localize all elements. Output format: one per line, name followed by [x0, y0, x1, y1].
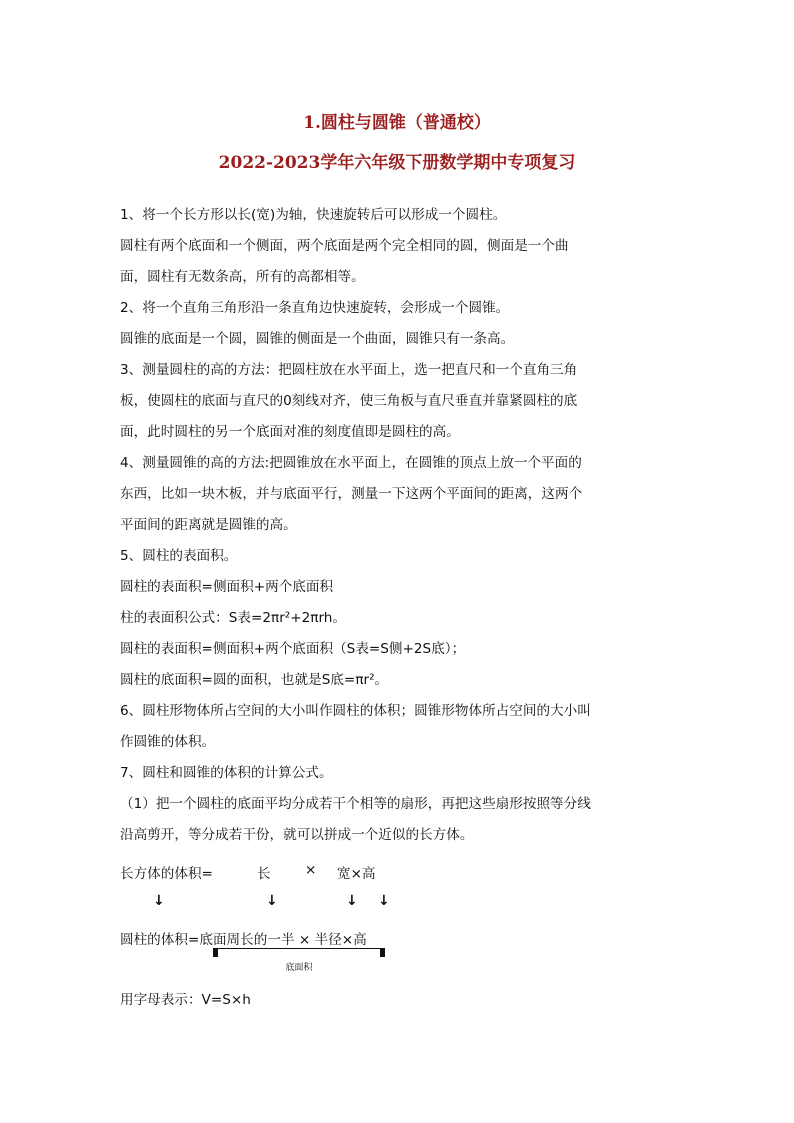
- paragraph-line: 圆锥的底面是一个圆，圆锥的侧面是一个曲面，圆锥只有一条高。: [120, 331, 515, 347]
- paragraph-line: 面，圆柱有无数条高，所有的高都相等。: [120, 269, 365, 285]
- paragraph-line: 2、将一个直角三角形沿一条直角边快速旋转，会形成一个圆锥。: [120, 300, 510, 316]
- paragraph-line: 沿高剪开，等分成若干份，就可以拼成一个近似的长方体。: [120, 827, 474, 843]
- paragraph-line: 圆柱的表面积=侧面积+两个底面积: [120, 579, 334, 595]
- paragraph-line: 1、将一个长方形以长(宽)为轴，快速旋转后可以形成一个圆柱。: [120, 207, 507, 223]
- paragraph-line: 作圆锥的体积。: [120, 734, 216, 750]
- document-subtitle: 2022-2023学年六年级下册数学期中专项复习: [218, 153, 576, 173]
- paragraph-line: 板，使圆柱的底面与直尺的0刻线对齐，使三角板与直尺垂直并靠紧圆柱的底: [120, 393, 578, 409]
- paragraph-line: 圆柱有两个底面和一个侧面，两个底面是两个完全相同的圆，侧面是一个曲: [120, 238, 569, 254]
- document-title: 1.圆柱与圆锥（普通校）: [303, 113, 491, 133]
- paragraph-line: 圆柱的底面积=圆的面积，也就是S底=πr²。: [120, 672, 389, 688]
- base-area-bracket: [213, 948, 385, 957]
- paragraph-line: 柱的表面积公式：S表=2πr²+2πrh。: [120, 610, 347, 626]
- times-sign: ×: [305, 862, 317, 878]
- base-area-label: 底面积: [285, 963, 313, 973]
- down-arrow-icon: ↓: [378, 893, 390, 909]
- document-body: [120, 200, 680, 851]
- down-arrow-icon: ↓: [266, 893, 278, 909]
- paragraph-line: 7、圆柱和圆锥的体积的计算公式。: [120, 765, 333, 781]
- cuboid-length-term: 长: [257, 866, 271, 882]
- paragraph-line: 6、圆柱形物体所占空间的大小叫作圆柱的体积；圆锥形物体所占空间的大小叫: [120, 703, 591, 719]
- paragraph-line: （1）把一个圆柱的底面平均分成若干个相等的扇形，再把这些扇形按照等分线: [120, 796, 591, 812]
- down-arrow-icon: ↓: [346, 893, 358, 909]
- down-arrow-icon: ↓: [153, 893, 165, 909]
- paragraph-line: 5、圆柱的表面积。: [120, 548, 238, 564]
- cuboid-volume-formula: [120, 862, 213, 882]
- letter-formula: 用字母表示：V=S×h: [120, 992, 251, 1008]
- paragraph-line: 东西，比如一块木板，并与底面平行，测量一下这两个平面间的距离，这两个: [120, 486, 583, 502]
- paragraph-line: 4、测量圆锥的高的方法:把圆锥放在水平面上，在圆锥的顶点上放一个平面的: [120, 455, 582, 471]
- cuboid-width-height-term: 宽×高: [337, 866, 376, 882]
- paragraph-line: 圆柱的表面积=侧面积+两个底面积（S表=S侧+2S底）；: [120, 641, 466, 657]
- paragraph-line: 平面间的距离就是圆锥的高。: [120, 517, 297, 533]
- paragraph-line: 3、测量圆柱的高的方法：把圆柱放在水平面上，选一把直尺和一个直角三角: [120, 362, 578, 378]
- paragraph-line: 面，此时圆柱的另一个底面对准的刻度值即是圆柱的高。: [120, 424, 460, 440]
- cuboid-volume-prefix: 长方体的体积=: [120, 866, 213, 882]
- cylinder-volume-formula: 圆柱的体积=底面周长的一半 × 半径×高: [120, 932, 367, 948]
